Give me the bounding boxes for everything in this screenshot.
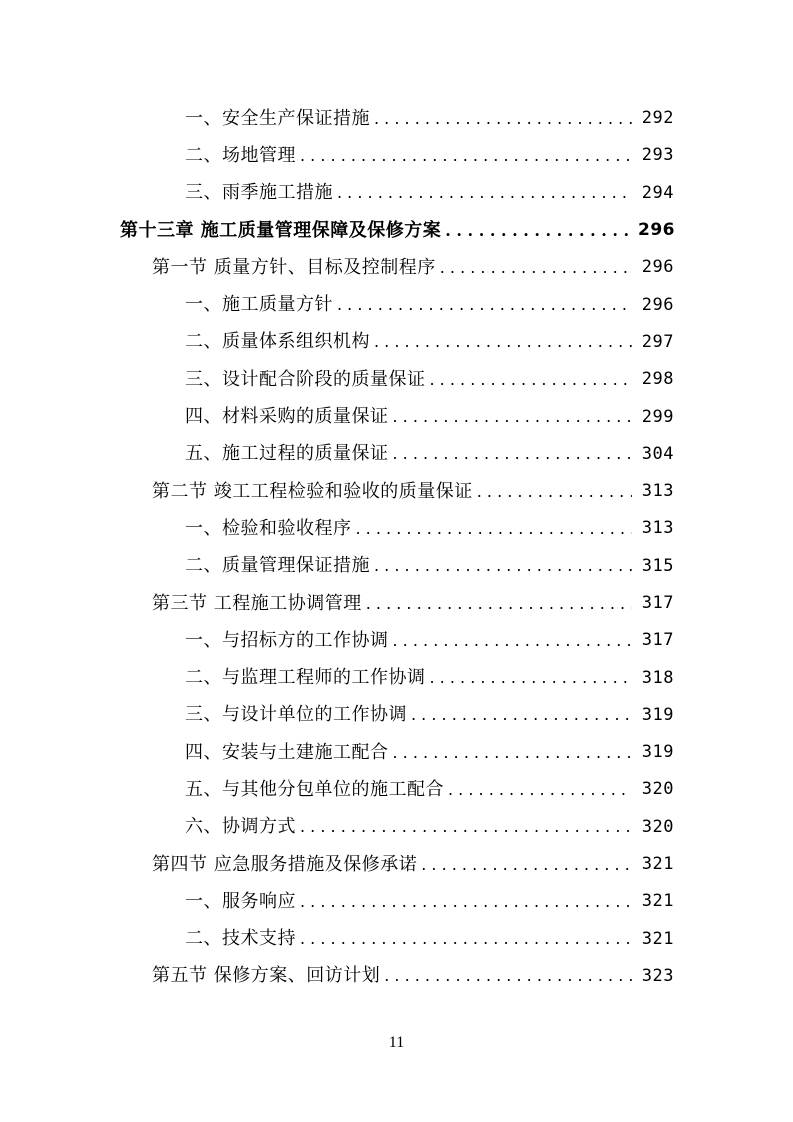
toc-entry[interactable]	[0, 883, 793, 920]
dot-leader	[393, 408, 633, 426]
toc-entry[interactable]	[0, 175, 793, 212]
dot-leader	[448, 781, 632, 799]
toc-entry-page: 296	[641, 257, 674, 278]
dot-leader	[440, 259, 632, 277]
dot-leader	[300, 147, 632, 165]
toc-entry-page: 315	[641, 555, 674, 576]
toc-entry[interactable]	[0, 286, 793, 323]
toc-entry-page: 320	[641, 816, 674, 837]
toc-entry-page: 319	[641, 704, 674, 725]
toc-entry-page: 297	[641, 331, 674, 352]
toc-entry-page: 321	[641, 854, 674, 875]
dot-leader	[421, 856, 632, 874]
toc-entry[interactable]	[0, 921, 793, 958]
toc-entry-page: 304	[641, 443, 674, 464]
toc-entry-page: 323	[641, 965, 674, 986]
toc-entry[interactable]	[0, 212, 793, 249]
toc-entry-title: 三、雨季施工措施	[185, 184, 337, 202]
toc-entry-page: 318	[641, 667, 674, 688]
dot-leader	[300, 818, 632, 836]
toc-entry-page: 296	[641, 294, 674, 315]
toc-entry[interactable]	[0, 100, 793, 137]
toc-entry[interactable]	[0, 734, 793, 771]
toc-entry-page: 319	[641, 742, 674, 763]
toc-entry-page: 313	[641, 481, 674, 502]
toc-entry-title: 三、与设计单位的工作协调	[185, 706, 411, 724]
dot-leader	[430, 669, 633, 687]
dot-leader	[393, 445, 633, 463]
toc-entry-page: 292	[641, 108, 674, 129]
toc-entry[interactable]	[0, 958, 793, 995]
toc-entry-title: 第一节 质量方针、目标及控制程序	[152, 259, 440, 277]
toc-entry[interactable]	[0, 324, 793, 361]
toc-entry-title: 二、技术支持	[185, 930, 300, 948]
dot-leader	[300, 930, 632, 948]
table-of-contents	[0, 100, 793, 995]
toc-entry-page: 313	[641, 518, 674, 539]
toc-entry-title: 一、检验和验收程序	[185, 520, 356, 538]
toc-entry-page: 321	[641, 891, 674, 912]
toc-entry[interactable]	[0, 809, 793, 846]
toc-entry-title: 六、协调方式	[185, 818, 300, 836]
toc-entry-title: 二、场地管理	[185, 147, 300, 165]
toc-entry[interactable]	[0, 398, 793, 435]
toc-entry-title: 五、与其他分包单位的施工配合	[185, 781, 448, 799]
dot-leader	[430, 371, 633, 389]
toc-entry[interactable]	[0, 361, 793, 398]
toc-entry[interactable]	[0, 137, 793, 174]
toc-entry-title: 一、与招标方的工作协调	[185, 632, 393, 650]
dot-leader	[374, 110, 632, 128]
toc-entry-page: 317	[641, 630, 674, 651]
toc-entry-title: 二、质量管理保证措施	[185, 557, 374, 575]
toc-entry[interactable]	[0, 585, 793, 622]
dot-leader	[477, 483, 632, 501]
toc-entry[interactable]	[0, 436, 793, 473]
toc-entry-page: 299	[641, 406, 674, 427]
dot-leader	[356, 520, 633, 538]
toc-entry-title: 第五节 保修方案、回访计划	[152, 967, 384, 985]
dot-leader	[337, 184, 632, 202]
toc-entry-title: 二、与监理工程师的工作协调	[185, 669, 430, 687]
toc-entry[interactable]	[0, 622, 793, 659]
toc-entry[interactable]	[0, 473, 793, 510]
toc-entry-page: 294	[641, 182, 674, 203]
dot-leader	[300, 893, 632, 911]
toc-entry[interactable]	[0, 249, 793, 286]
toc-entry-title: 第四节 应急服务措施及保修承诺	[152, 856, 421, 874]
dot-leader	[374, 333, 632, 351]
dot-leader	[393, 744, 633, 762]
toc-entry[interactable]	[0, 771, 793, 808]
toc-entry-page: 321	[641, 928, 674, 949]
toc-entry-title: 一、服务响应	[185, 893, 300, 911]
dot-leader	[393, 632, 633, 650]
toc-entry-title: 第三节 工程施工协调管理	[152, 595, 366, 613]
dot-leader	[374, 557, 632, 575]
dot-leader	[337, 296, 632, 314]
toc-entry-title: 第二节 竣工工程检验和验收的质量保证	[152, 483, 477, 501]
toc-entry-title: 一、安全生产保证措施	[185, 110, 374, 128]
dot-leader	[411, 706, 632, 724]
dot-leader	[366, 595, 632, 613]
toc-entry[interactable]	[0, 659, 793, 696]
toc-entry-title: 二、质量体系组织机构	[185, 333, 374, 351]
page-number: 11	[388, 1034, 405, 1051]
toc-entry-title: 五、施工过程的质量保证	[185, 445, 393, 463]
toc-entry-title: 三、设计配合阶段的质量保证	[185, 371, 430, 389]
toc-entry-title: 一、施工质量方针	[185, 296, 337, 314]
toc-entry[interactable]	[0, 846, 793, 883]
dot-leader	[384, 967, 632, 985]
toc-entry[interactable]	[0, 510, 793, 547]
toc-entry[interactable]	[0, 697, 793, 734]
toc-entry-title: 四、安装与土建施工配合	[185, 744, 393, 762]
toc-entry-title: 四、材料采购的质量保证	[185, 408, 393, 426]
toc-entry-page: 320	[641, 779, 674, 800]
toc-entry[interactable]	[0, 548, 793, 585]
dot-leader	[445, 222, 632, 240]
toc-entry-page: 298	[641, 369, 674, 390]
toc-entry-title: 第十三章 施工质量管理保障及保修方案	[120, 222, 445, 240]
toc-entry-page: 296	[638, 220, 675, 241]
toc-entry-page: 317	[641, 593, 674, 613]
toc-entry-page: 293	[641, 145, 674, 166]
